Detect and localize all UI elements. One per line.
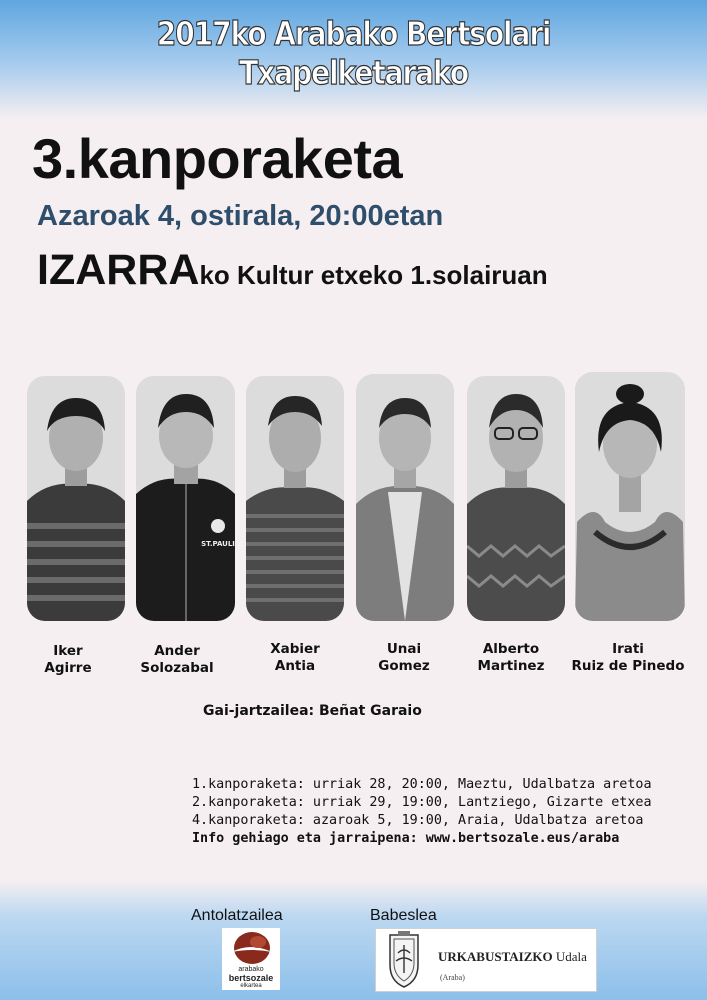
sponsor-sub: (Araba) — [440, 973, 465, 982]
sponsor-label: Babeslea — [370, 907, 437, 924]
organizer-label: Antolatzailea — [191, 907, 283, 924]
urkabustaiz-logo — [375, 928, 597, 992]
event-date: Azaroak 4, ostirala, 20:00etan — [37, 200, 444, 232]
logo-text-line1: arabako — [238, 966, 264, 973]
schedule-line: 1.kanporaketa: urriak 28, 20:00, Maeztu, Udalbatza aretoa — [192, 777, 652, 792]
logo-text-line3: elkartea — [240, 983, 262, 989]
coat-of-arms-icon — [382, 931, 426, 989]
info-line: Info gehiago eta jarraipena: www.bertsozale.eus/araba — [192, 831, 620, 846]
participant-name: Alberto Martinez — [477, 641, 545, 674]
participant-name: Iker Agirre — [44, 643, 92, 676]
photo-iker-agirre — [27, 376, 125, 621]
event-title: 3.kanporaketa — [32, 127, 403, 190]
participant-name: Unai Gomez — [378, 641, 430, 674]
photo-xabier-antia — [246, 376, 344, 621]
banner-title: 2017ko Arabako Bertsolari Txapelketarako — [156, 14, 551, 92]
footer-band — [0, 880, 707, 1000]
photo-irati-ruiz-de-pinedo — [575, 372, 685, 621]
bertsozale-logo — [222, 928, 280, 990]
sponsor-name: URKABUSTAIZKO Udala — [438, 949, 587, 964]
schedule-line: 4.kanporaketa: azaroak 5, 19:00, Araia, Udalbatza aretoa — [192, 813, 644, 828]
event-venue — [37, 246, 548, 295]
logo-text-line2: bertsozale — [228, 973, 274, 983]
schedule-line: 2.kanporaketa: urriak 29, 19:00, Lantziego, Gizarte etxea — [192, 795, 652, 810]
participant-name: Xabier Antia — [270, 641, 320, 674]
photo-unai-gomez — [356, 374, 454, 621]
venue-detail: ko Kultur etxeko 1.solairuan — [199, 260, 548, 290]
photo-ander-solozabal — [136, 376, 235, 621]
host-line: Gai-jartzailea: Beñat Garaio — [203, 703, 422, 719]
shirt-text: ST.PAULI — [201, 540, 235, 548]
bertsozale-mark-icon — [222, 928, 280, 968]
participant-name: Irati Ruiz de Pinedo — [571, 641, 685, 674]
schedule-list — [192, 776, 652, 848]
participant-name: Ander Solozabal — [140, 643, 214, 676]
venue-name: IZARRA — [37, 246, 200, 294]
photo-alberto-martinez — [467, 376, 565, 621]
